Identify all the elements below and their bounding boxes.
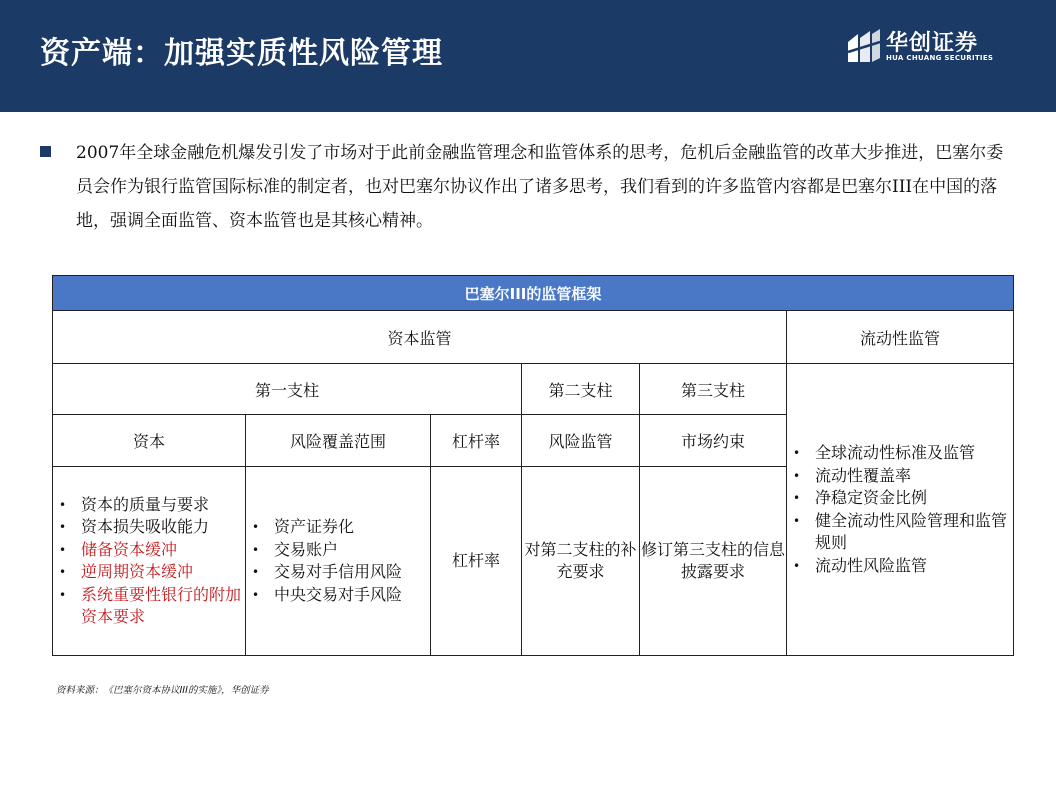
capital-items-cell	[53, 467, 246, 656]
liquidity-cell	[787, 364, 1014, 656]
pillar3-header: 第三支柱	[640, 364, 787, 415]
risk-items-cell	[246, 467, 431, 656]
list-item: • 交易账户	[246, 539, 430, 562]
header-bar	[0, 0, 1056, 112]
table-title: 巴塞尔III的监管框架	[53, 276, 1014, 311]
intro-paragraph: 2007年全球金融危机爆发引发了市场对于此前金融监管理念和监管体系的思考，危机后金融监管的改革大步推进，巴塞尔委员会作为银行监管国际标准的制定者，也对巴塞尔协议作出了诸多思考，我们看到的许多监管内容都是巴塞尔III在中国的落地，强调全面监管、资本监管也是其核心精神。	[76, 143, 1004, 231]
list-item: • 交易对手信用风险	[246, 561, 430, 584]
brand-logo	[846, 28, 1026, 68]
col-risk-supervision: 风险监管	[522, 415, 640, 467]
list-item: • 资本损失吸收能力	[53, 516, 245, 539]
basel-framework-table	[52, 275, 1014, 656]
source-note: 资料来源：《巴塞尔资本协议III的实施》，华创证券	[56, 685, 269, 696]
list-item: • 健全流动性风险管理和监管规则	[787, 510, 1013, 555]
pillar2-cell: 对第二支柱的补充要求	[522, 467, 640, 656]
list-item: • 净稳定资金比例	[787, 487, 1013, 510]
pillar3-cell: 修订第三支柱的信息披露要求	[640, 467, 787, 656]
list-item: • 系统重要性银行的附加资本要求	[53, 584, 245, 629]
list-item: • 流动性覆盖率	[787, 465, 1013, 488]
col-market-discipline: 市场约束	[640, 415, 787, 467]
col-leverage: 杠杆率	[431, 415, 522, 467]
pillar1-header: 第一支柱	[53, 364, 522, 415]
logo-text-cn: 华创证券	[886, 31, 979, 56]
page-title: 资产端：加强实质性风险管理	[40, 36, 443, 71]
liquidity-list	[787, 442, 1013, 577]
capital-supervision-header: 资本监管	[53, 311, 787, 364]
list-item: • 逆周期资本缓冲	[53, 561, 245, 584]
bullet-square-icon	[40, 146, 51, 157]
risk-coverage-list	[246, 516, 430, 606]
liquidity-supervision-header: 流动性监管	[787, 311, 1014, 364]
pillar2-header: 第二支柱	[522, 364, 640, 415]
list-item: • 资产证券化	[246, 516, 430, 539]
leverage-cell: 杠杆率	[431, 467, 522, 656]
list-item: • 中央交易对手风险	[246, 584, 430, 607]
col-capital: 资本	[53, 415, 246, 467]
list-item: • 流动性风险监管	[787, 555, 1013, 578]
list-item: • 全球流动性标准及监管	[787, 442, 1013, 465]
col-risk-coverage: 风险覆盖范围	[246, 415, 431, 467]
list-item: • 资本的质量与要求	[53, 494, 245, 517]
list-item: • 储备资本缓冲	[53, 539, 245, 562]
logo-text-en: HUA CHUANG SECURITIES	[886, 54, 994, 62]
logo-mark-icon	[846, 28, 882, 64]
capital-list	[53, 494, 245, 629]
